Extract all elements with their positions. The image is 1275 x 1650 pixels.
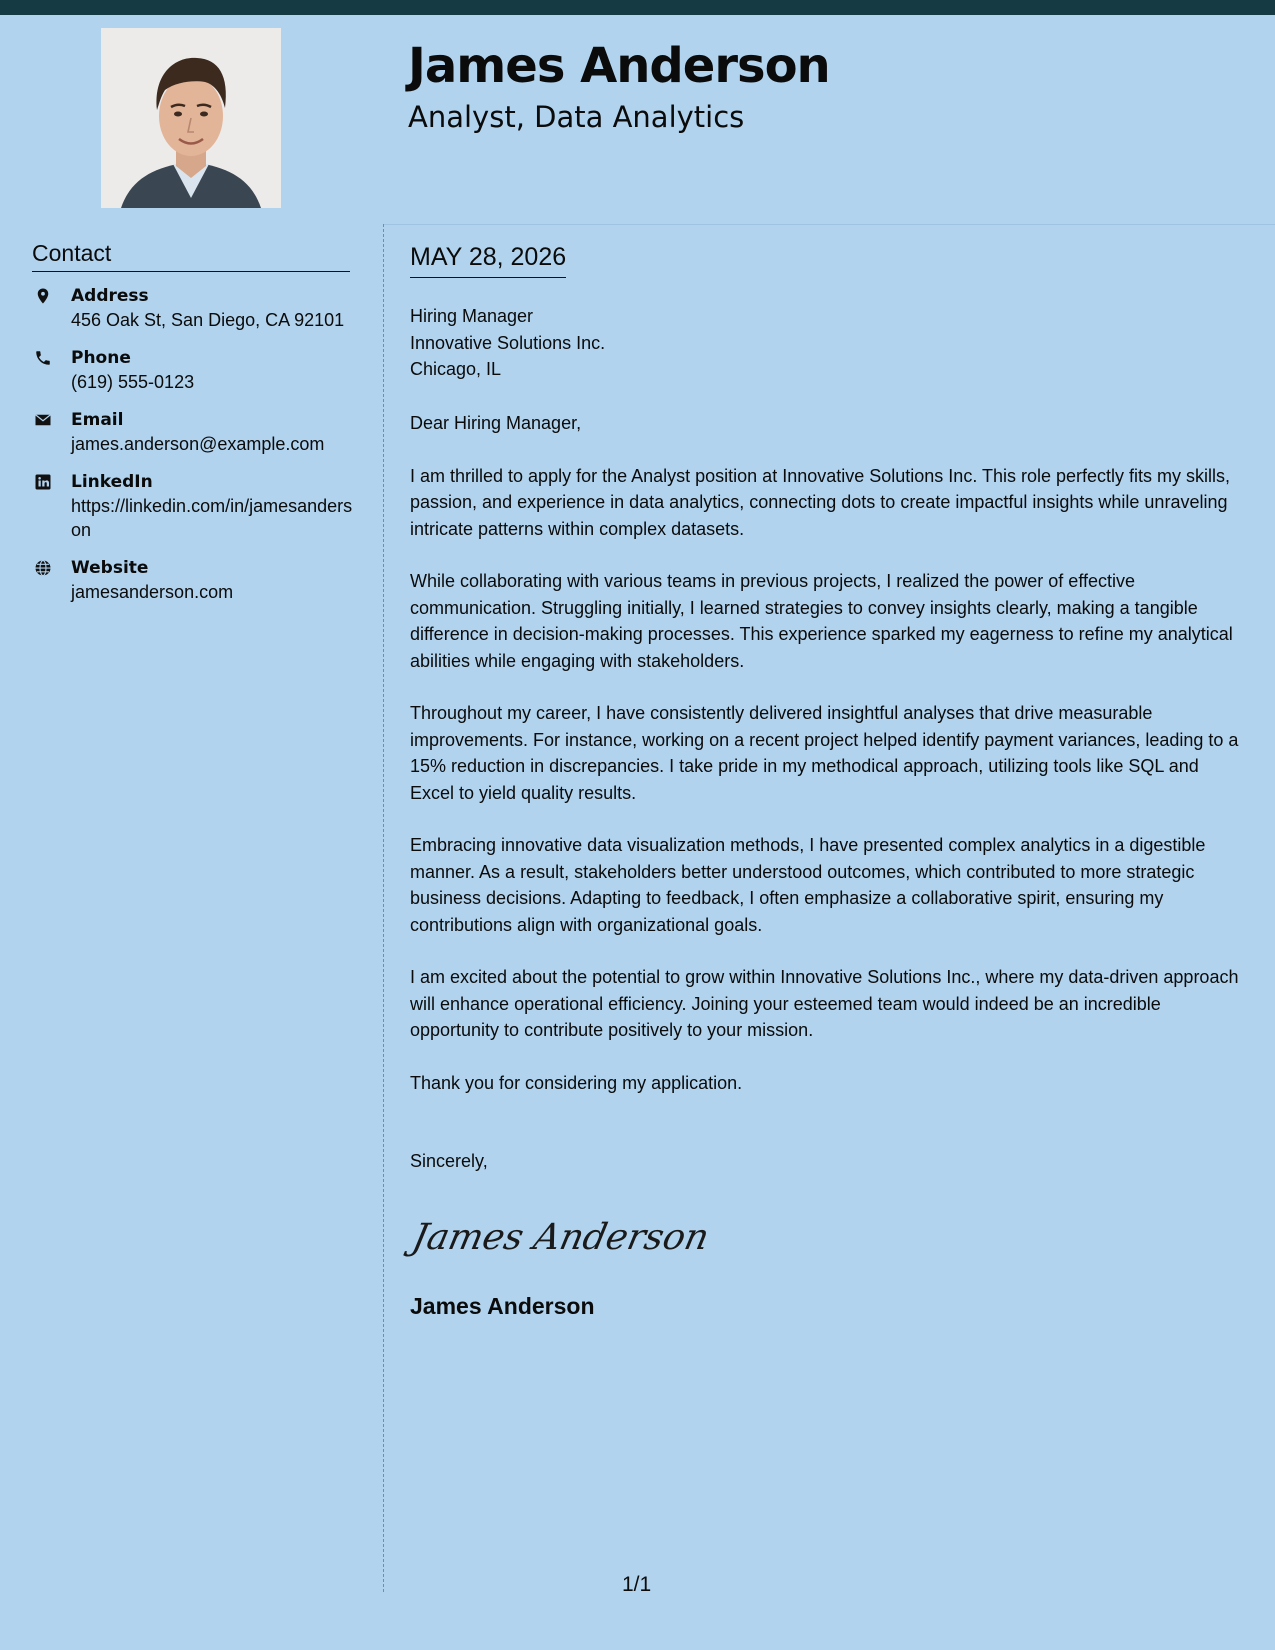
salutation: Dear Hiring Manager, — [410, 413, 582, 433]
contact-label: Phone — [71, 348, 131, 368]
linkedin-icon — [34, 473, 52, 491]
contact-item-website — [32, 556, 362, 604]
header-divider — [384, 224, 1275, 225]
profile-photo — [101, 28, 281, 208]
body-paragraph: Throughout my career, I have consistently delivered insightful analyses that drive measurable improvements. For instance, working on a recent project helped identify payment variances, leading to a 15% reduction in discrepancies. I take pride in my methodical approach, utilizing tools like SQL and Excel to yield quality results. — [410, 703, 1239, 803]
body-paragraph: Embracing innovative data visualization methods, I have presented complex analytics in a digestible manner. As a result, stakeholders better understood outcomes, which contributed to more strategic business decisions. Adapting to feedback, I often emphasize a collaborative spirit, ensuring my contributions align with organizational goals. — [410, 835, 1206, 935]
contact-value: jamesanderson.com — [71, 582, 234, 602]
top-accent-bar — [0, 0, 1275, 15]
page-number: 1/1 — [622, 1573, 652, 1596]
contact-list — [32, 284, 362, 618]
closing: Sincerely, — [410, 1151, 488, 1171]
phone-icon — [34, 349, 52, 367]
contact-item-linkedin — [32, 470, 362, 542]
contact-value: https://linkedin.com/in/jamesanderson — [71, 496, 353, 540]
signed-name: James Anderson — [410, 1293, 595, 1319]
body-paragraph: I am thrilled to apply for the Analyst position at Innovative Solutions Inc. This role perfectly fits my skills, passion, and experience in data analytics, connecting dots to create impactful insights while unraveling intricate patterns within complex datasets. — [410, 465, 1231, 539]
svg-text:James Anderson: James Anderson — [408, 1215, 714, 1258]
column-divider — [383, 224, 384, 1592]
recipient-block — [410, 303, 605, 383]
body-paragraph: I am excited about the potential to grow within Innovative Solutions Inc., where my data-driven approach will enhance operational efficiency. Joining your esteemed team would indeed be an incredible opportunity to contribute positively to your mission. — [410, 967, 1239, 1040]
letter-body — [410, 410, 1245, 1122]
contact-value: james.anderson@example.com — [71, 434, 325, 454]
globe-icon — [34, 559, 52, 577]
contact-value: 456 Oak St, San Diego, CA 92101 — [71, 310, 345, 330]
handwritten-signature — [408, 1205, 714, 1265]
contact-item-address — [32, 284, 362, 332]
body-paragraph: While collaborating with various teams in previous projects, I realized the power of effective communication. Struggling initially, I learned strategies to convey insights clearly, making a tangible difference in decision-making processes. This experience sparked my eagerness to refine my analytical abilities while engaging with stakeholders. — [410, 571, 1233, 671]
contact-label: LinkedIn — [71, 472, 153, 492]
contact-value: (619) 555-0123 — [71, 372, 195, 392]
letter-date: MAY 28, 2026 — [410, 243, 566, 278]
contact-item-phone — [32, 346, 362, 394]
recipient-line: Hiring Manager — [410, 306, 534, 326]
applicant-title: Analyst, Data Analytics — [408, 100, 745, 134]
contact-label: Website — [71, 558, 149, 578]
envelope-icon — [34, 411, 52, 429]
contact-heading: Contact — [32, 240, 350, 272]
applicant-name: James Anderson — [408, 38, 830, 94]
recipient-line: Innovative Solutions Inc. — [410, 332, 606, 353]
recipient-line: Chicago, IL — [410, 359, 502, 379]
contact-label: Email — [71, 410, 124, 430]
thanks-line: Thank you for considering my application. — [410, 1072, 743, 1093]
contact-label: Address — [71, 286, 149, 306]
location-pin-icon — [34, 287, 52, 305]
contact-item-email — [32, 408, 362, 456]
